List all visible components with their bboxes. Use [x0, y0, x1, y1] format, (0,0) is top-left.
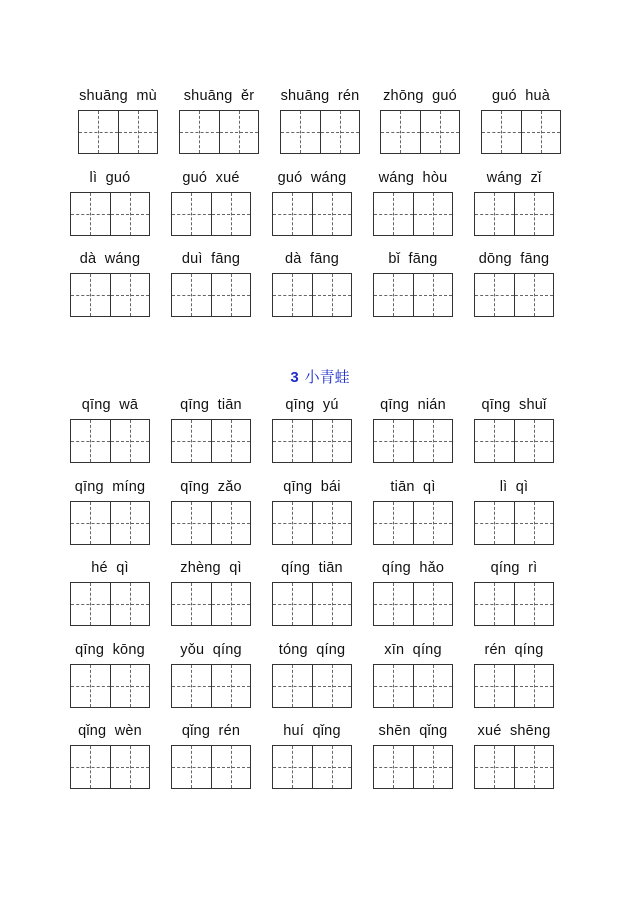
writing-grid[interactable]: [474, 501, 554, 545]
writing-grid[interactable]: [474, 419, 554, 463]
writing-cell[interactable]: [514, 746, 554, 788]
writing-cell[interactable]: [374, 665, 413, 707]
pinyin-label: tiān qì: [390, 479, 436, 495]
writing-cell[interactable]: [172, 746, 211, 788]
writing-cell[interactable]: [110, 502, 150, 544]
pinyin-label: wáng hòu: [378, 170, 448, 186]
writing-grid[interactable]: [171, 419, 251, 463]
writing-cell[interactable]: [110, 420, 150, 462]
pinyin-label: qīng míng: [74, 479, 146, 495]
pinyin-label: duì fāng: [181, 251, 241, 267]
pinyin-label: qīng bái: [283, 479, 341, 495]
writing-cell[interactable]: [71, 274, 110, 316]
writing-cell[interactable]: [219, 111, 259, 153]
writing-cell[interactable]: [374, 420, 413, 462]
writing-grid[interactable]: [380, 110, 460, 154]
writing-cell[interactable]: [420, 111, 460, 153]
writing-cell[interactable]: [413, 583, 453, 625]
writing-grid[interactable]: [70, 419, 150, 463]
writing-grid[interactable]: [474, 273, 554, 317]
pinyin-label: qīng zǎo: [180, 479, 242, 495]
writing-cell[interactable]: [110, 746, 150, 788]
pinyin-label: dà fāng: [284, 251, 339, 267]
writing-cell[interactable]: [413, 502, 453, 544]
writing-grid[interactable]: [373, 501, 453, 545]
writing-cell[interactable]: [312, 193, 352, 235]
pinyin-label: dà wáng: [79, 251, 141, 267]
writing-cell[interactable]: [514, 665, 554, 707]
pinyin-label: zhèng qì: [180, 560, 242, 576]
writing-cell[interactable]: [312, 583, 352, 625]
writing-grid[interactable]: [272, 745, 352, 789]
writing-cell[interactable]: [312, 420, 352, 462]
writing-cell[interactable]: [172, 665, 211, 707]
writing-cell[interactable]: [312, 274, 352, 316]
pinyin-label: yǒu qíng: [180, 642, 242, 658]
writing-cell[interactable]: [312, 665, 352, 707]
pinyin-row: [0, 88, 640, 168]
pinyin-label: qíng rì: [490, 560, 538, 576]
pinyin-label: shuāng ěr: [183, 88, 255, 104]
writing-cell[interactable]: [172, 193, 211, 235]
pinyin-label: qǐng rén: [181, 723, 241, 739]
writing-cell[interactable]: [180, 111, 219, 153]
writing-cell[interactable]: [71, 502, 110, 544]
writing-cell[interactable]: [413, 274, 453, 316]
writing-cell[interactable]: [312, 502, 352, 544]
writing-cell[interactable]: [211, 665, 251, 707]
writing-cell[interactable]: [374, 746, 413, 788]
pinyin-row: [0, 170, 640, 250]
pinyin-label: tóng qíng: [278, 642, 346, 658]
pinyin-row: [0, 479, 640, 559]
writing-grid[interactable]: [272, 192, 352, 236]
writing-cell[interactable]: [320, 111, 360, 153]
pinyin-label: xīn qíng: [384, 642, 442, 658]
pinyin-label: shēn qǐng: [378, 723, 448, 739]
writing-cell[interactable]: [281, 111, 320, 153]
writing-cell[interactable]: [514, 502, 554, 544]
writing-cell[interactable]: [172, 583, 211, 625]
writing-grid[interactable]: [373, 582, 453, 626]
pinyin-label: hé qì: [91, 560, 129, 576]
pinyin-label: guó huà: [491, 88, 551, 104]
writing-grid[interactable]: [481, 110, 561, 154]
writing-cell[interactable]: [211, 746, 251, 788]
writing-cell[interactable]: [273, 193, 312, 235]
pinyin-label: shuāng rén: [280, 88, 360, 104]
pinyin-row: [0, 560, 640, 640]
writing-cell[interactable]: [211, 274, 251, 316]
pinyin-label: lì guó: [89, 170, 131, 186]
writing-grid[interactable]: [171, 582, 251, 626]
writing-cell[interactable]: [211, 583, 251, 625]
writing-cell[interactable]: [475, 502, 514, 544]
writing-cell[interactable]: [413, 746, 453, 788]
writing-grid[interactable]: [78, 110, 158, 154]
writing-cell[interactable]: [413, 665, 453, 707]
writing-cell[interactable]: [110, 665, 150, 707]
pinyin-label: lì qì: [499, 479, 529, 495]
pinyin-label: zhōng guó: [383, 88, 457, 104]
writing-grid[interactable]: [171, 273, 251, 317]
writing-grid[interactable]: [474, 664, 554, 708]
writing-cell[interactable]: [475, 193, 514, 235]
writing-cell[interactable]: [79, 111, 118, 153]
writing-grid[interactable]: [474, 745, 554, 789]
writing-cell[interactable]: [118, 111, 158, 153]
pinyin-label: huí qǐng: [283, 723, 341, 739]
pinyin-label: qīng shuǐ: [481, 397, 547, 413]
writing-cell[interactable]: [211, 420, 251, 462]
pinyin-label: dōng fāng: [478, 251, 550, 267]
writing-grid[interactable]: [70, 192, 150, 236]
pinyin-label: bǐ fāng: [388, 251, 438, 267]
pinyin-row: [0, 642, 640, 722]
pinyin-label: guó xué: [182, 170, 240, 186]
writing-grid[interactable]: [280, 110, 360, 154]
writing-cell[interactable]: [172, 420, 211, 462]
writing-cell[interactable]: [273, 274, 312, 316]
writing-cell[interactable]: [71, 420, 110, 462]
writing-cell[interactable]: [71, 746, 110, 788]
pinyin-label: qīng yú: [285, 397, 339, 413]
writing-cell[interactable]: [211, 502, 251, 544]
pinyin-label: qīng wā: [81, 397, 139, 413]
writing-cell[interactable]: [413, 420, 453, 462]
writing-grid[interactable]: [171, 192, 251, 236]
writing-cell[interactable]: [172, 274, 211, 316]
writing-grid[interactable]: [474, 582, 554, 626]
pinyin-label: wáng zǐ: [486, 170, 542, 186]
writing-cell[interactable]: [71, 583, 110, 625]
pinyin-label: qǐng wèn: [78, 723, 142, 739]
writing-cell[interactable]: [514, 274, 554, 316]
writing-cell[interactable]: [475, 420, 514, 462]
writing-cell[interactable]: [273, 420, 312, 462]
writing-cell[interactable]: [273, 665, 312, 707]
writing-grid[interactable]: [373, 664, 453, 708]
writing-grid[interactable]: [272, 501, 352, 545]
writing-cell[interactable]: [110, 193, 150, 235]
pinyin-row: [0, 723, 640, 803]
writing-grid[interactable]: [70, 745, 150, 789]
writing-cell[interactable]: [475, 274, 514, 316]
writing-cell[interactable]: [374, 583, 413, 625]
writing-cell[interactable]: [514, 193, 554, 235]
writing-grid[interactable]: [70, 664, 150, 708]
writing-cell[interactable]: [211, 193, 251, 235]
writing-cell[interactable]: [71, 193, 110, 235]
writing-cell[interactable]: [475, 665, 514, 707]
writing-cell[interactable]: [514, 420, 554, 462]
pinyin-label: shuāng mù: [79, 88, 157, 104]
writing-grid[interactable]: [272, 273, 352, 317]
writing-cell[interactable]: [475, 583, 514, 625]
writing-cell[interactable]: [172, 502, 211, 544]
writing-cell[interactable]: [273, 502, 312, 544]
lesson-title-text: 小青蛙: [304, 368, 350, 386]
writing-cell[interactable]: [374, 502, 413, 544]
pinyin-label: qīng kōng: [75, 642, 145, 658]
writing-grid[interactable]: [171, 501, 251, 545]
lesson-title: [0, 366, 640, 387]
pinyin-row: [0, 397, 640, 477]
pinyin-label: xué shēng: [477, 723, 551, 739]
writing-cell[interactable]: [475, 746, 514, 788]
writing-cell[interactable]: [514, 583, 554, 625]
writing-cell[interactable]: [110, 583, 150, 625]
writing-cell[interactable]: [273, 746, 312, 788]
writing-cell[interactable]: [273, 583, 312, 625]
writing-cell[interactable]: [374, 193, 413, 235]
writing-cell[interactable]: [71, 665, 110, 707]
writing-grid[interactable]: [70, 582, 150, 626]
writing-grid[interactable]: [272, 664, 352, 708]
writing-cell[interactable]: [374, 274, 413, 316]
lesson-number: 3: [290, 369, 299, 386]
writing-cell[interactable]: [413, 193, 453, 235]
writing-cell[interactable]: [482, 111, 521, 153]
pinyin-label: qīng tiān: [180, 397, 242, 413]
writing-grid[interactable]: [373, 192, 453, 236]
writing-grid[interactable]: [179, 110, 259, 154]
writing-grid[interactable]: [272, 419, 352, 463]
writing-grid[interactable]: [373, 273, 453, 317]
writing-grid[interactable]: [272, 582, 352, 626]
pinyin-label: qíng hǎo: [381, 560, 445, 576]
writing-grid[interactable]: [70, 273, 150, 317]
pinyin-label: guó wáng: [277, 170, 347, 186]
writing-grid[interactable]: [171, 745, 251, 789]
writing-grid[interactable]: [70, 501, 150, 545]
pinyin-row: [0, 251, 640, 331]
writing-cell[interactable]: [381, 111, 420, 153]
writing-grid[interactable]: [373, 419, 453, 463]
pinyin-label: rén qíng: [484, 642, 544, 658]
pinyin-label: qīng nián: [380, 397, 446, 413]
writing-grid[interactable]: [373, 745, 453, 789]
writing-grid[interactable]: [474, 192, 554, 236]
writing-cell[interactable]: [110, 274, 150, 316]
writing-cell[interactable]: [521, 111, 561, 153]
writing-grid[interactable]: [171, 664, 251, 708]
writing-cell[interactable]: [312, 746, 352, 788]
pinyin-label: qíng tiān: [281, 560, 343, 576]
